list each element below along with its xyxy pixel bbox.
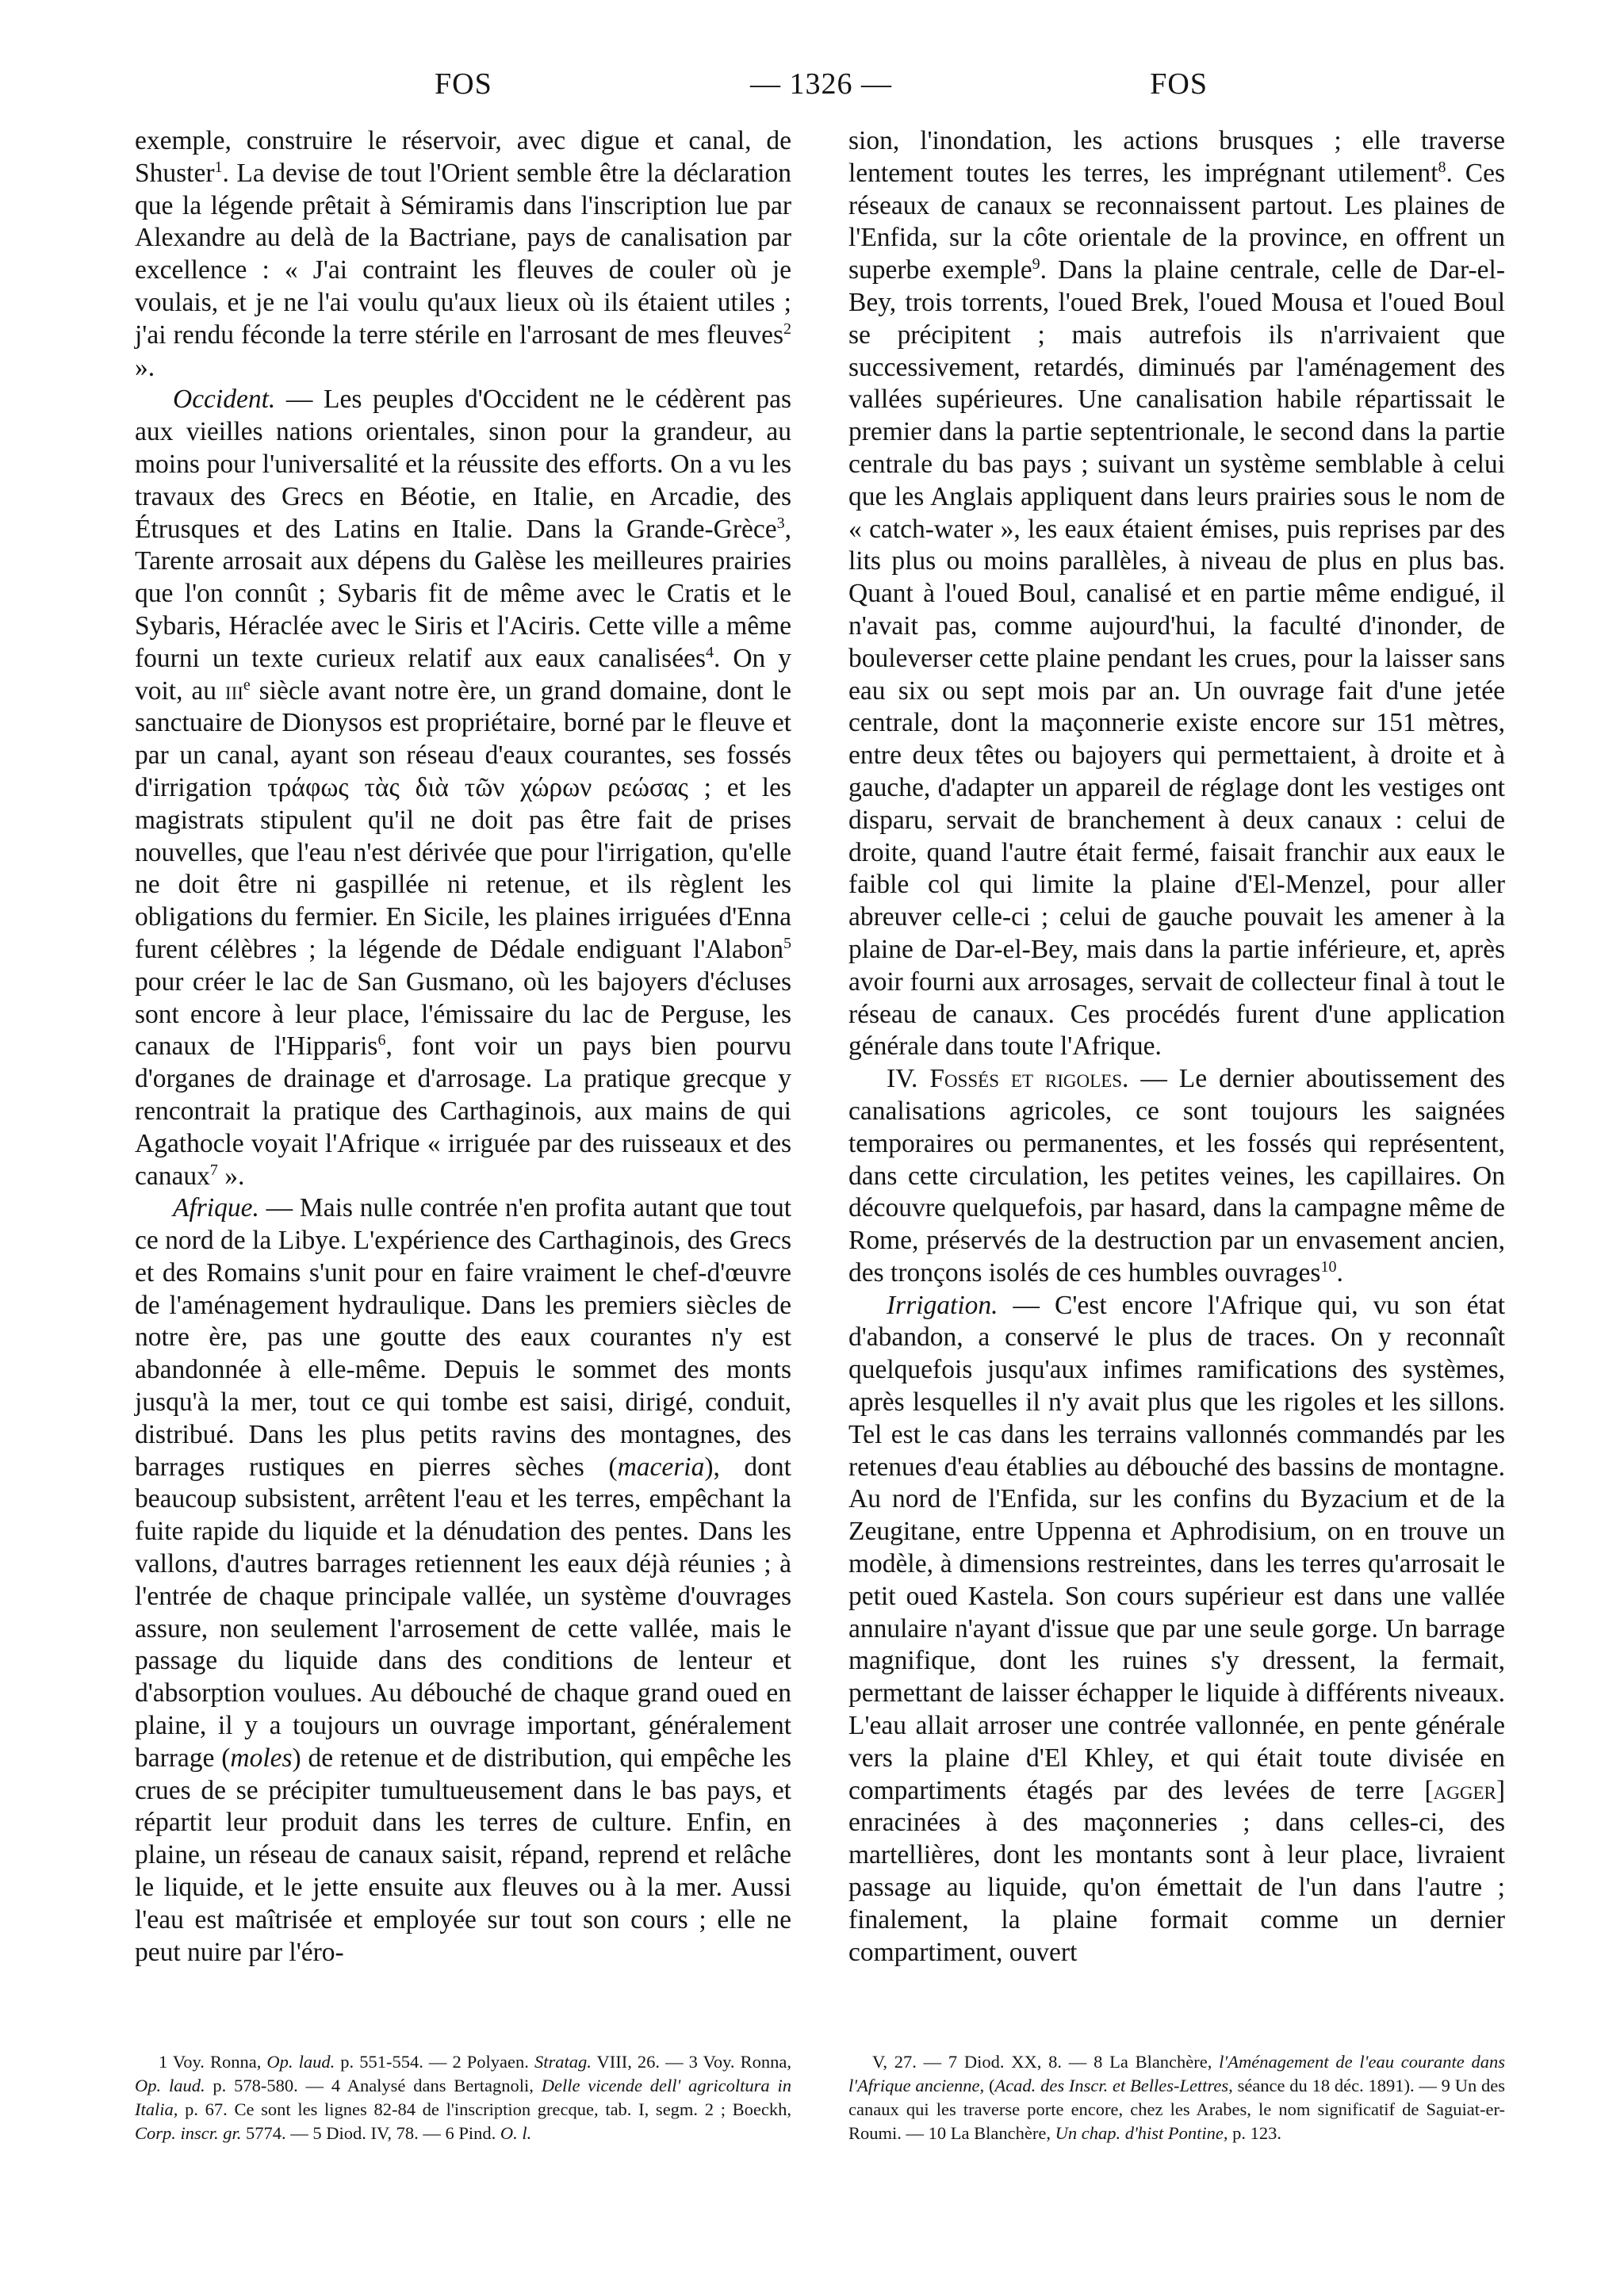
header-right-running-title: FOS	[1150, 67, 1208, 101]
paragraph-fosses-et-rigoles: IV. Fossés et rigoles. — Le dernier aboutissement des canalisations agricoles, ce sont toujours les saignées temporaires ou permanentes, et les fossés qui représentent, dans cette circulation, les petites veines, les capillaires. On découvre quelquefois, par hasard, dans la campagne même de Rome, préservés de la destruction par un envasement ancien, des tronçons isolés de ces humbles ouvrages$^{10}$.	[848, 1064, 1506, 1288]
footnote-ref-7[interactable]: 7	[209, 1161, 218, 1179]
footnote-ref-4[interactable]: 4	[706, 643, 714, 661]
footnote-ref-2[interactable]: 2	[783, 320, 791, 338]
footnotes-left-text: 1 Voy. Ronna, Op. laud. p. 551-554. — 2 Polyaen. Stratag. VIII, 26. — 3 Voy. Ronna, Op. laud. p. 578-580. — 4 Analysé dans Bertagnoli, Delle vicende dell' agricoltura in Italia, p. 67. Ce sont les lignes 82-84 de l'inscription grecque, tab. I, segm. 2 ; Boeckh, Corp. inscr. gr. 5774. — 5 Diod. IV, 78. — 6 Pind. O. l.	[135, 2052, 791, 2143]
right-column	[848, 125, 1505, 1969]
footnote-ref-9[interactable]: 9	[1032, 255, 1040, 274]
paragraph-right-1: sion, l'inondation, les actions brusques ; elle traverse lentement toutes les terres, les imprégnant utilement$^8$. Ces réseaux de canaux se reconnaissent partout. Les plaines de l'Enfida, sur la côte orientale de la province, en offrent un superbe exemple$^9$. Dans la plaine centrale, celle de Dar-el-Bey, trois torrents, l'oued Brek, l'oued Mousa et l'oued Boul se précipitent ; mais autrefois ils n'arrivaient que successivement, retardés, diminués par l'aménagement des vallées supérieures. Une canalisation habile répartissait le premier dans la partie septentrionale, le second dans la partie centrale du bas pays ; suivant un système semblable à celui que les Anglais appliquent dans leurs prairies sous le nom de « catch-water », les eaux étaient émises, puis reprises par des lits plus ou moins parallèles, à niveau de plus en plus bas. Quant à l'oued Boul, canalisé et en partie même endigué, il n'avait pas, comme aujourd'hui, la faculté d'inonder, de bouleverser cette plaine pendant les crues, pour la laisser sans eau six ou sept mois par an. Un ouvrage fait d'une jetée centrale, dont la maçonnerie existe encore sur 151 mètres, entre deux têtes ou bajoyers qui permettaient, à droite et à gauche, d'adapter un appareil de réglage dont les vestiges ont disparu, servait de branchement à deux canaux : celui de droite, quand l'autre était fermé, faisait franchir aux eaux le faible col qui limite la plaine d'El-Menzel, pour aller abreuver celle-ci ; celui de gauche pouvait les amener à la plaine de Dar-el-Bey, mais dans la partie inférieure, et, après avoir fourni aux arrosages, servait de collecteur final à tout le réseau de canaux. Ces procédés furent d'une application générale dans toute l'Afrique.	[848, 126, 1506, 1062]
left-column	[135, 125, 791, 1969]
paragraph-left-1: exemple, construire le réservoir, avec digue et canal, de Shuster$^1$. La devise de tout l'Orient semble être la déclaration que la légende prêtait à Sémiramis dans l'inscription lue par Alexandre au delà de la Bactriane, pays de canalisation par excellence : « J'ai contraint les fleuves de couler où je voulais, et je ne l'ai voulu qu'aux lieux où ils étaient utiles ; j'ai rendu féconde la terre stérile en l'arrosant de mes fleuves$^2$ ».	[135, 126, 791, 382]
footnote-ref-3[interactable]: 3	[776, 514, 785, 532]
footnote-ref-1[interactable]: 1	[214, 158, 223, 176]
header-left-running-title: FOS	[435, 67, 492, 101]
paragraph-irrigation: Irrigation. — C'est encore l'Afrique qui, vu son état d'abandon, a conservé le plus de traces. On y reconnaît quelquefois jusqu'aux infimes ramifications des systèmes, après lesquelles il n'y avait plus que les rigoles et les sillons. Tel est le cas dans les terrains vallonnés commandés par les retenues d'eau établies au débouché des bassins de montagne. Au nord de l'Enfida, sur les confins du Byzacium et de la Zeugitane, entre Uppenna et Aphrodisium, on en trouve un modèle, à dimensions restreintes, dans les terres qu'arrosait le petit oued Kastela. Son cours supérieur est dans une vallée annulaire n'ayant d'issue que par une seule gorge. Un barrage magnifique, dont les ruines s'y dressent, la fermait, permettant de laisser échapper le liquide à différents niveaux. L'eau allait arroser une contrée vallonnée, en pente générale vers la plaine d'El Khley, et qui était toute divisée en compartiments étagés par des levées de terre [agger] enracinées à des maçonneries ; dans celles-ci, des martellières, dont les montants sont à leur place, livraient passage au liquide, qu'on émettait de l'un dans l'autre ; finalement, la plaine formait comme un dernier compartiment, ouvert	[848, 1290, 1505, 1967]
footnotes-right-text: V, 27. — 7 Diod. XX, 8. — 8 La Blanchère, l'Aménagement de l'eau courante dans l'Afrique ancienne, (Acad. des Inscr. et Belles-Lettres, séance du 18 déc. 1891). — 9 Un des canaux qui les traverse porte encore, chez les Arabes, le nom significatif de Saguiat-er-Roumi. — 10 La Blanchère, Un chap. d'hist Pontine, p. 123.	[848, 2052, 1505, 2143]
page-number: — 1326 —	[750, 67, 892, 101]
section-title-fosses: Fossés et rigoles.	[929, 1064, 1129, 1094]
page-header	[133, 67, 1509, 114]
footnotes-right	[848, 2050, 1505, 2145]
section-title-afrique: Afrique.	[173, 1193, 259, 1223]
footnote-ref-6[interactable]: 6	[377, 1031, 386, 1050]
section-title-irrigation: Irrigation.	[887, 1290, 998, 1320]
section-title-occident: Occident.	[173, 385, 276, 415]
footnote-ref-10[interactable]: 10	[1320, 1257, 1337, 1276]
footnotes-left	[135, 2050, 791, 2145]
footnote-ref-8[interactable]: 8	[1438, 158, 1446, 176]
paragraph-afrique: Afrique. — Mais nulle contrée n'en profita autant que tout ce nord de la Libye. L'expérience des Carthaginois, des Grecs et des Romains s'unit pour en faire vraiment le chef-d'œuvre de l'aménagement hydraulique. Dans les premiers siècles de notre ère, pas une goutte des eaux courantes n'y est abandonnée à elle-même. Depuis le sommet des monts jusqu'à la mer, tout ce qui tombe est saisi, dirigé, conduit, distribué. Dans les plus petits ravins des montagnes, des barrages rustiques en pierres sèches (maceria), dont beaucoup subsistent, arrêtent l'eau et les terres, empêchant la fuite rapide du liquide et la dénudation des pentes. Dans les vallons, d'autres barrages retiennent les eaux déjà réunies ; à l'entrée de chaque principale vallée, un système d'ouvrages assure, non seulement l'arrosement de cette vallée, mais le passage du liquide dans des conditions de lenteur et d'absorption voulues. Au débouché de chaque grand oued en plaine, il y a toujours un ouvrage important, généralement barrage (moles) de retenue et de distribution, qui empêche les crues de se précipiter tumultueusement dans le bas pays, et répartit leur produit dans les terres de culture. Enfin, en plaine, un réseau de canaux saisit, répand, reprend et relâche le liquide, et le jette ensuite aux fleuves ou à la mer. Aussi l'eau est maîtrisée et employée sur tout son cours ; elle ne peut nuire par l'éro-	[135, 1193, 791, 1967]
paragraph-occident: Occident. — Les peuples d'Occident ne le cédèrent pas aux vieilles nations orientales, sinon pour la grandeur, au moins pour l'universalité et la réussite des efforts. On a vu les travaux des Grecs en Béotie, en Italie, en Arcadie, des Étrusques et des Latins en Italie. Dans la Grande-Grèce$^3$, Tarente arrosait aux dépens du Galèse les meilleures prairies que l'on connût ; Sybaris fit de même avec le Cratis et le Sybaris, Héraclée avec le Siris et l'Aciris. Cette ville a même fourni un texte curieux relatif aux eaux canalisées$^4$. On y voit, au iii$^e$ siècle avant notre ère, un grand domaine, dont le sanctuaire de Dionysos est propriétaire, borné par le fleuve et par un canal, ayant son réseau d'eaux courantes, ses fossés d'irrigation τράφως τὰς διὰ τῶν χώρων ρεώσας ; et les magistrats stipulent qu'il ne doit pas être fait de prises nouvelles, que l'eau n'est dérivée que pour l'irrigation, qu'elle ne doit être ni gaspillée ni retenue, et ils règlent les obligations du fermier. En Sicile, les plaines irriguées d'Enna furent célèbres ; la légende de Dédale endiguant l'Alabon$^5$ pour créer le lac de San Gusmano, où les bajoyers d'écluses sont encore à leur place, l'émissaire du lac de Perguse, les canaux de l'Hipparis$^6$, font voir un pays bien pourvu d'organes de drainage et d'arrosage. La pratique grecque y rencontrait la pratique des Carthaginois, aux mains de qui Agathocle voyait l'Afrique « irriguée par des ruisseaux et des canaux$^7$ ».	[135, 385, 792, 1191]
footnote-ref-5[interactable]: 5	[783, 934, 791, 952]
